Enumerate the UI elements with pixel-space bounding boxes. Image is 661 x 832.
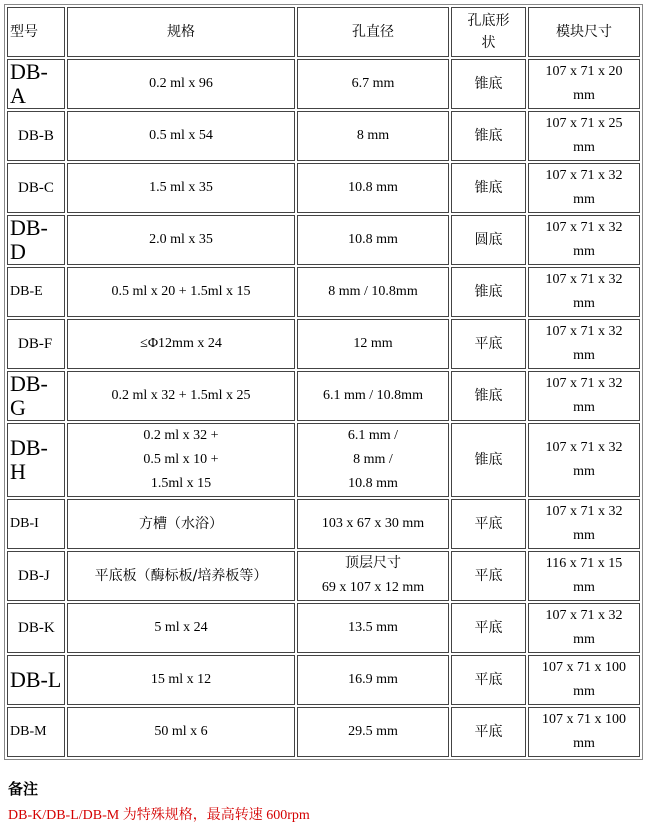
diameter-line: 69 x 107 x 12 mm — [321, 580, 425, 595]
spec-cell — [67, 655, 295, 705]
diameter-line: 29.5 mm — [348, 724, 398, 739]
header-shape-line2: 状 — [481, 35, 496, 51]
table-row — [7, 551, 640, 601]
shape-cell: 锥底 — [451, 111, 526, 161]
spec-line: 平底板（酶标板/培养板等） — [94, 568, 268, 584]
table-row — [7, 215, 640, 265]
size-cell — [528, 603, 640, 653]
diameter-line: 103 x 67 x 30 mm — [321, 516, 425, 531]
table-body — [7, 59, 640, 757]
shape-cell: 锥底 — [451, 163, 526, 213]
diameter-line: 6.1 mm / — [347, 428, 399, 443]
size-cell — [528, 707, 640, 757]
size-line: mm — [573, 88, 595, 103]
model-cell: DB-G — [7, 371, 65, 421]
spec-line: 1.5 ml x 35 — [149, 180, 213, 195]
header-spec: 规格 — [67, 7, 295, 57]
spec-cell — [67, 111, 295, 161]
size-line: mm — [573, 632, 595, 647]
diameter-cell — [297, 111, 449, 161]
size-line: mm — [573, 348, 595, 363]
table-row — [7, 111, 640, 161]
model-cell: DB-E — [7, 267, 65, 317]
spec-line: 15 ml x 12 — [150, 672, 212, 687]
spec-line: ≤Φ12mm x 24 — [140, 336, 222, 351]
shape-cell: 平底 — [451, 655, 526, 705]
model-cell: DB-L — [7, 655, 65, 705]
table-row — [7, 707, 640, 757]
size-line: 116 x 71 x 15 — [545, 556, 623, 571]
header-shape-line1: 孔底形 — [467, 13, 510, 29]
note-title: 备注 — [8, 780, 39, 798]
spec-cell — [67, 707, 295, 757]
model-cell: DB-H — [7, 423, 65, 497]
shape-cell: 平底 — [451, 319, 526, 369]
diameter-cell — [297, 371, 449, 421]
spec-line: 5 ml x 24 — [154, 620, 208, 635]
shape-cell: 平底 — [451, 551, 526, 601]
spec-line: 1.5ml x 15 — [150, 476, 212, 491]
spec-line: 0.5 ml x 54 — [149, 128, 213, 143]
diameter-line: 8 mm / 10.8mm — [328, 284, 418, 299]
spec-cell — [67, 551, 295, 601]
diameter-cell — [297, 655, 449, 705]
diameter-cell — [297, 59, 449, 109]
size-line: mm — [573, 400, 595, 415]
size-cell — [528, 423, 640, 497]
shape-cell: 平底 — [451, 603, 526, 653]
size-cell — [528, 163, 640, 213]
model-cell: DB-B — [7, 111, 65, 161]
header-diameter: 孔直径 — [297, 7, 449, 57]
diameter-line: 10.8 mm — [348, 232, 398, 247]
diameter-cell — [297, 423, 449, 497]
size-line: mm — [573, 464, 595, 479]
diameter-cell — [297, 707, 449, 757]
table-row — [7, 655, 640, 705]
size-line: 107 x 71 x 32 — [545, 324, 623, 339]
size-cell — [528, 499, 640, 549]
diameter-line: 8 mm / — [353, 452, 393, 467]
shape-cell: 平底 — [451, 499, 526, 549]
size-line: 107 x 71 x 32 — [545, 220, 623, 235]
table-row — [7, 603, 640, 653]
size-line: mm — [573, 528, 595, 543]
table-row — [7, 267, 640, 317]
spec-cell — [67, 319, 295, 369]
spec-cell — [67, 59, 295, 109]
size-cell — [528, 551, 640, 601]
spec-line: 2.0 ml x 35 — [149, 232, 213, 247]
diameter-line: 13.5 mm — [348, 620, 398, 635]
table-row — [7, 59, 640, 109]
header-size: 模块尺寸 — [528, 7, 640, 57]
spec-cell — [67, 371, 295, 421]
diameter-cell — [297, 603, 449, 653]
diameter-line: 顶层尺寸 — [345, 556, 401, 571]
size-line: 107 x 71 x 32 — [545, 440, 623, 455]
size-line: mm — [573, 684, 595, 699]
spec-cell — [67, 603, 295, 653]
size-line: mm — [573, 736, 595, 751]
size-line: 107 x 71 x 100 — [542, 712, 626, 727]
spec-table — [4, 4, 643, 760]
size-cell — [528, 371, 640, 421]
diameter-line: 12 mm — [353, 336, 393, 351]
diameter-cell — [297, 215, 449, 265]
model-cell: DB-M — [7, 707, 65, 757]
shape-cell: 锥底 — [451, 59, 526, 109]
diameter-line: 8 mm — [356, 128, 390, 143]
diameter-line: 6.7 mm — [351, 76, 395, 91]
table-row — [7, 371, 640, 421]
spec-cell — [67, 499, 295, 549]
header-model: 型号 — [7, 7, 65, 57]
size-cell — [528, 111, 640, 161]
spec-cell — [67, 215, 295, 265]
model-cell: DB-D — [7, 215, 65, 265]
size-line: mm — [573, 296, 595, 311]
diameter-line: 10.8 mm — [348, 476, 398, 491]
size-line: mm — [573, 192, 595, 207]
shape-cell: 圆底 — [451, 215, 526, 265]
diameter-cell — [297, 499, 449, 549]
model-cell: DB-K — [7, 603, 65, 653]
size-line: 107 x 71 x 32 — [545, 504, 623, 519]
shape-cell: 锥底 — [451, 371, 526, 421]
size-line: 107 x 71 x 32 — [545, 376, 623, 391]
note-text: DB-K/DB-L/DB-M 为特殊规格，最高转速 600rpm — [8, 808, 310, 823]
size-line: mm — [573, 140, 595, 155]
size-line: 107 x 71 x 32 — [545, 168, 623, 183]
model-cell: DB-A — [7, 59, 65, 109]
size-cell — [528, 655, 640, 705]
size-line: mm — [573, 580, 595, 595]
model-cell: DB-C — [7, 163, 65, 213]
size-line: 107 x 71 x 25 — [545, 116, 623, 131]
spec-cell — [67, 423, 295, 497]
table-row — [7, 423, 640, 497]
diameter-cell — [297, 551, 449, 601]
size-cell — [528, 319, 640, 369]
spec-line: 0.2 ml x 96 — [149, 76, 213, 91]
spec-line: 0.5 ml x 10 + — [143, 452, 219, 467]
model-cell: DB-J — [7, 551, 65, 601]
shape-cell: 平底 — [451, 707, 526, 757]
size-cell — [528, 59, 640, 109]
size-cell — [528, 267, 640, 317]
spec-cell — [67, 163, 295, 213]
size-line: 107 x 71 x 32 — [545, 608, 623, 623]
diameter-cell — [297, 267, 449, 317]
header-shape — [451, 7, 526, 57]
model-cell: DB-I — [7, 499, 65, 549]
size-line: 107 x 71 x 32 — [545, 272, 623, 287]
table-row — [7, 499, 640, 549]
diameter-line: 10.8 mm — [348, 180, 398, 195]
spec-line: 50 ml x 6 — [154, 724, 208, 739]
shape-cell: 锥底 — [451, 423, 526, 497]
size-line: mm — [573, 244, 595, 259]
diameter-cell — [297, 163, 449, 213]
table-row — [7, 319, 640, 369]
diameter-line: 6.1 mm / 10.8mm — [323, 388, 423, 403]
header-row — [7, 7, 640, 57]
size-line: 107 x 71 x 20 — [545, 64, 623, 79]
spec-line: 0.5 ml x 20 + 1.5ml x 15 — [111, 284, 251, 299]
diameter-cell — [297, 319, 449, 369]
table-row — [7, 163, 640, 213]
size-cell — [528, 215, 640, 265]
spec-line: 0.2 ml x 32 + — [143, 428, 219, 443]
spec-cell — [67, 267, 295, 317]
model-cell: DB-F — [7, 319, 65, 369]
shape-cell: 锥底 — [451, 267, 526, 317]
diameter-line: 16.9 mm — [348, 672, 398, 687]
size-line: 107 x 71 x 100 — [542, 660, 626, 675]
spec-line: 0.2 ml x 32 + 1.5ml x 25 — [111, 388, 251, 403]
spec-line: 方槽（水浴） — [139, 516, 223, 532]
